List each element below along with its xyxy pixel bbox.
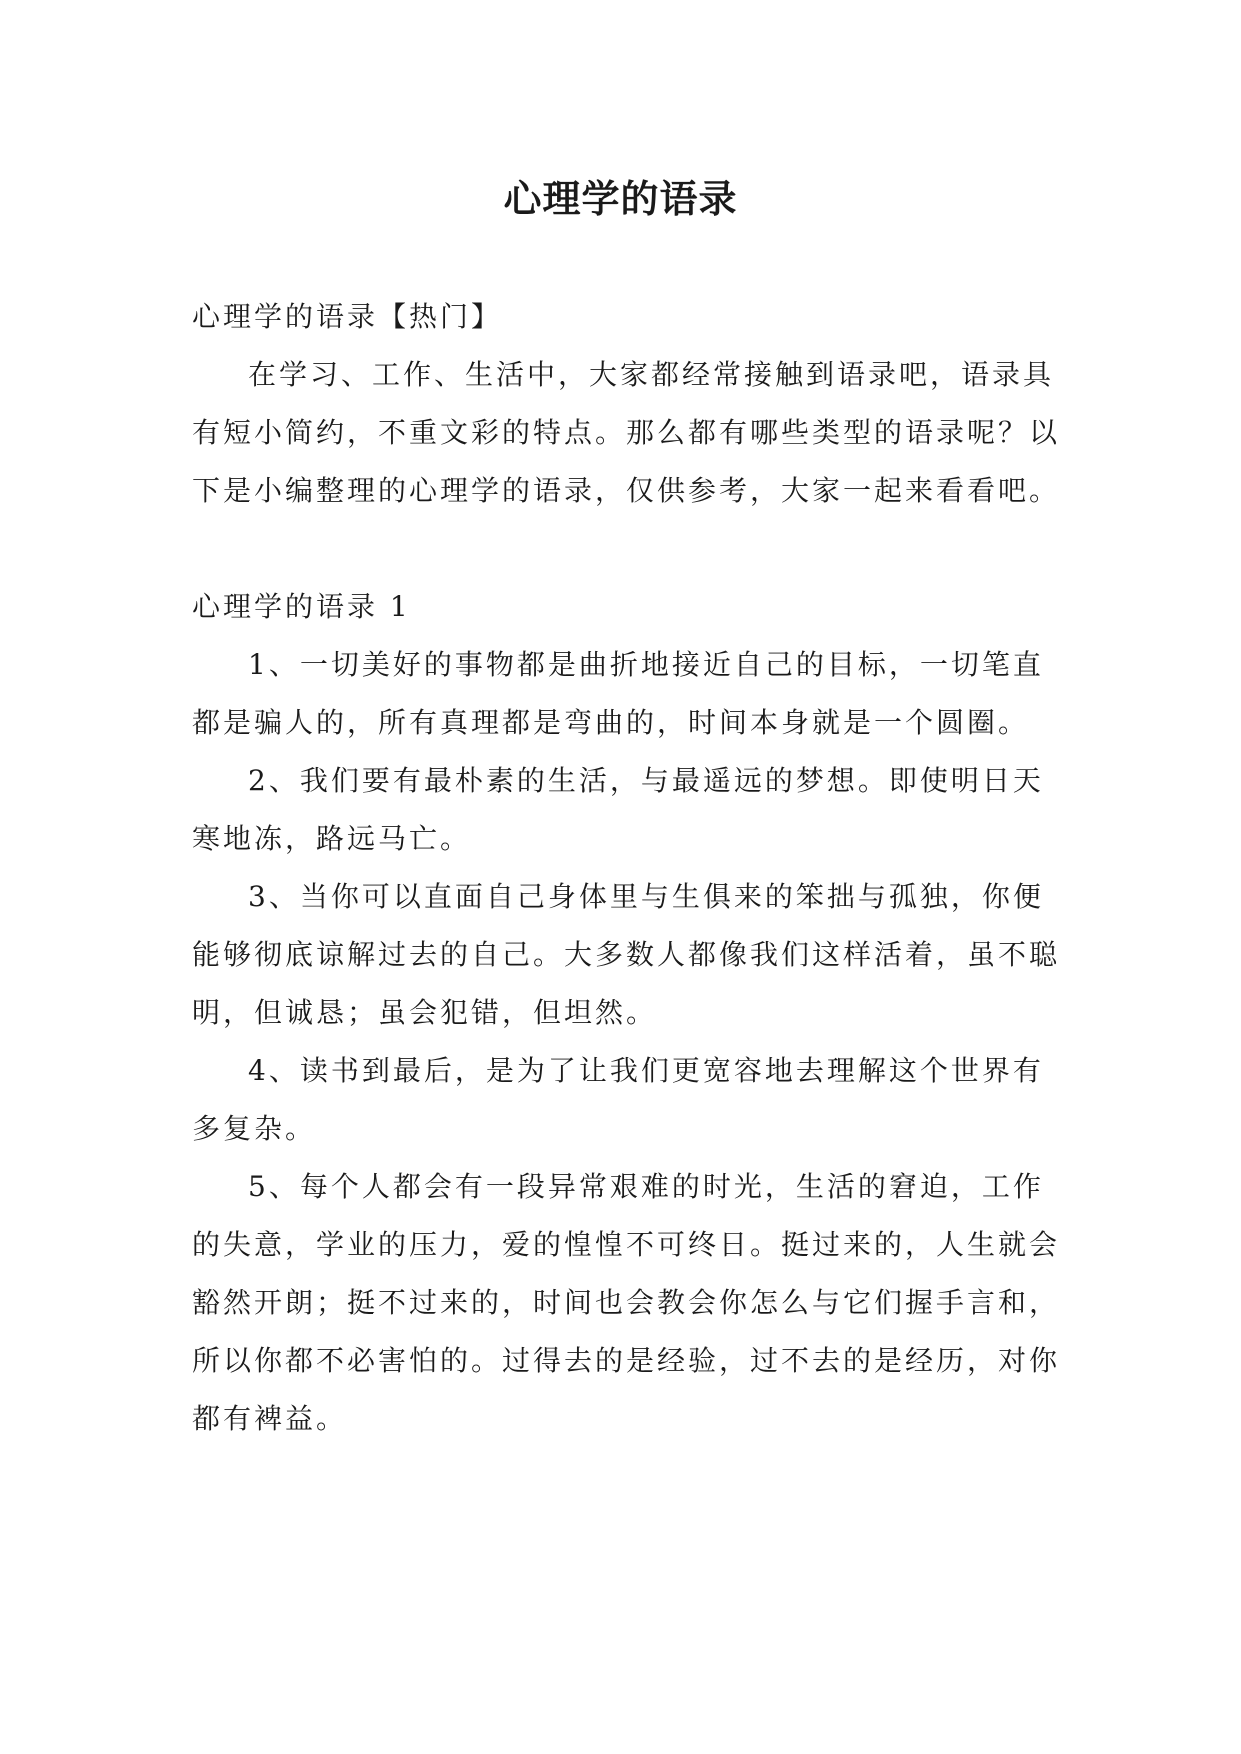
quote-item-1: 1、一切美好的事物都是曲折地接近自己的目标，一切笔直都是骗人的，所有真理都是弯曲的，时间本身就是一个圆圈。 [192, 648, 1044, 739]
intro-paragraph: 在学习、工作、生活中，大家都经常接触到语录吧，语录具有短小简约，不重文彩的特点。那么都有哪些类型的语录呢？以下是小编整理的心理学的语录，仅供参考，大家一起来看看吧。 [192, 358, 1061, 507]
section-spacer [192, 520, 1062, 578]
document-title: 心理学的语录 [503, 177, 738, 222]
section-heading: 心理学的语录 1 [192, 590, 411, 623]
quote-item-5: 5、每个人都会有一段异常艰难的时光，生活的窘迫，工作的失意，学业的压力，爱的惶惶不可终日。挺过来的，人生就会豁然开朗；挺不过来的，时间也会教会你怎么与它们握手言和，所以你都不必害怕的。过得去的是经验，过不去的是经历，对你都有裨益。 [192, 1170, 1061, 1435]
intro-heading: 心理学的语录【热门】 [192, 300, 503, 333]
quote-item-3: 3、当你可以直面自己身体里与生俱来的笨拙与孤独，你便能够彻底谅解过去的自己。大多数人都像我们这样活着，虽不聪明，但诚恳；虽会犯错，但坦然。 [192, 880, 1061, 1029]
quote-item-4: 4、读书到最后，是为了让我们更宽容地去理解这个世界有多复杂。 [192, 1054, 1044, 1145]
quote-item-2: 2、我们要有最朴素的生活，与最遥远的梦想。即使明日天寒地冻，路远马亡。 [192, 764, 1044, 855]
document-body [192, 288, 1062, 1448]
